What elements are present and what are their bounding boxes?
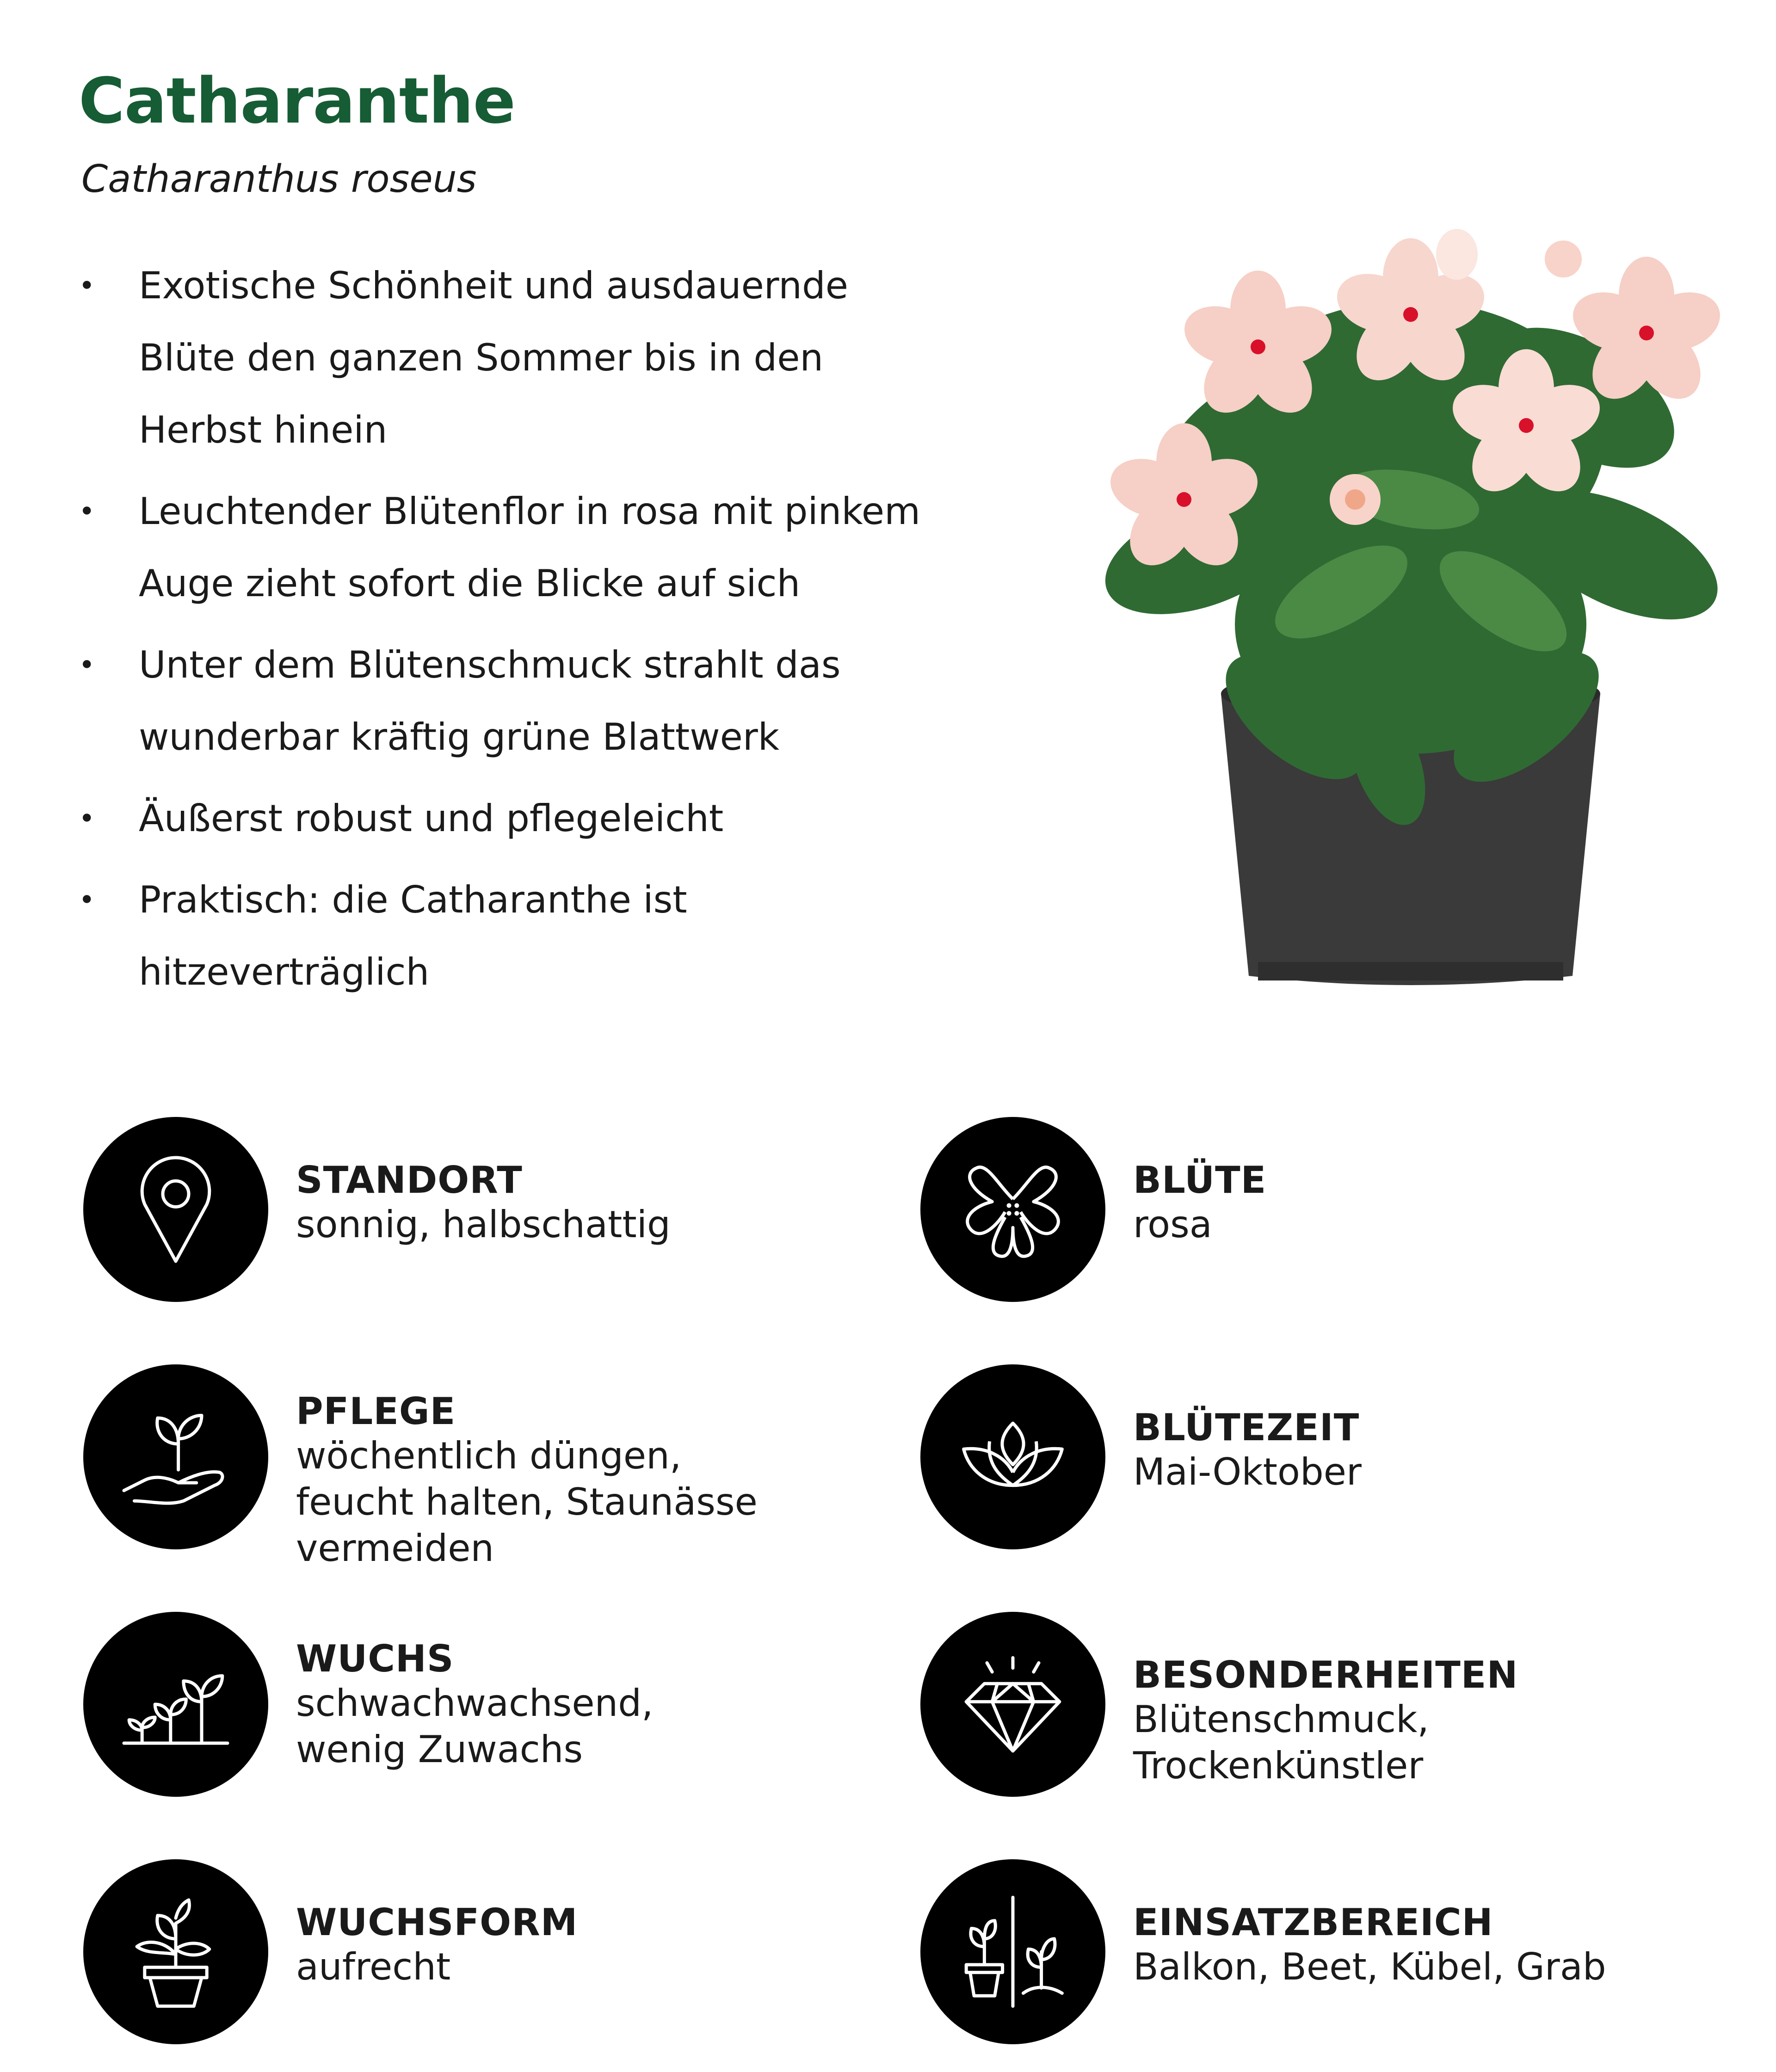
list-item: • Praktisch: die Catharanthe ist hitzeverträglich — [79, 864, 925, 1008]
flower-icon — [920, 1117, 1105, 1302]
feature-label: BLÜTE — [1133, 1159, 1267, 1202]
feature-label: PFLEGE — [296, 1390, 456, 1433]
plant-photo — [925, 139, 1758, 994]
feature-value: wöchentlich düngen, feucht halten, Staunässe vermeiden — [296, 1434, 758, 1570]
feature-label: WUCHS — [296, 1637, 454, 1680]
feature-label: BLÜTEZEIT — [1133, 1406, 1360, 1449]
feature-value: Blütenschmuck, Trockenkünstler — [1133, 1698, 1429, 1787]
growing-plants-icon — [83, 1612, 268, 1797]
feature-besonderheiten — [920, 1612, 1707, 1806]
diamond-icon — [920, 1612, 1105, 1797]
feature-bluete — [920, 1117, 1707, 1311]
location-pin-icon — [83, 1117, 268, 1302]
feature-value: aufrecht — [296, 1945, 451, 1988]
pot-and-sprout-icon — [920, 1859, 1105, 2044]
hand-seedling-icon — [83, 1364, 268, 1549]
feature-standort — [83, 1117, 870, 1311]
feature-wuchsform — [83, 1859, 870, 2054]
lotus-icon — [920, 1364, 1105, 1549]
feature-label: EINSATZBEREICH — [1133, 1901, 1493, 1944]
feature-bluetezeit — [920, 1364, 1707, 1559]
list-item: • Äußerst robust und pflegeleicht — [79, 783, 925, 855]
feature-wuchs — [83, 1612, 870, 1806]
feature-label: WUCHSFORM — [296, 1901, 578, 1944]
potted-plant-icon — [83, 1859, 268, 2044]
botanical-name: Catharanthus roseus — [81, 157, 477, 201]
feature-pflege — [83, 1364, 870, 1570]
feature-label: STANDORT — [296, 1159, 523, 1202]
list-item: • Leuchtender Blütenflor in rosa mit pinkem Auge zieht sofort die Blicke auf sich — [79, 475, 925, 620]
feature-label: BESONDERHEITEN — [1133, 1653, 1518, 1696]
product-title: Catharanthe — [79, 65, 515, 138]
feature-value: sonnig, halbschattig — [296, 1203, 671, 1246]
feature-value: schwachwachsend, wenig Zuwachs — [296, 1682, 654, 1771]
list-item: • Exotische Schönheit und ausdauernde Blüte den ganzen Sommer bis in den Herbst hinein — [79, 250, 925, 466]
feature-value: rosa — [1133, 1203, 1212, 1246]
feature-einsatzbereich — [920, 1859, 1707, 2054]
feature-value: Mai-Oktober — [1133, 1450, 1362, 1493]
feature-list — [79, 250, 925, 1018]
list-item: • Unter dem Blütenschmuck strahlt das wunderbar kräftig grüne Blattwerk — [79, 629, 925, 773]
feature-value: Balkon, Beet, Kübel, Grab — [1133, 1945, 1606, 1988]
